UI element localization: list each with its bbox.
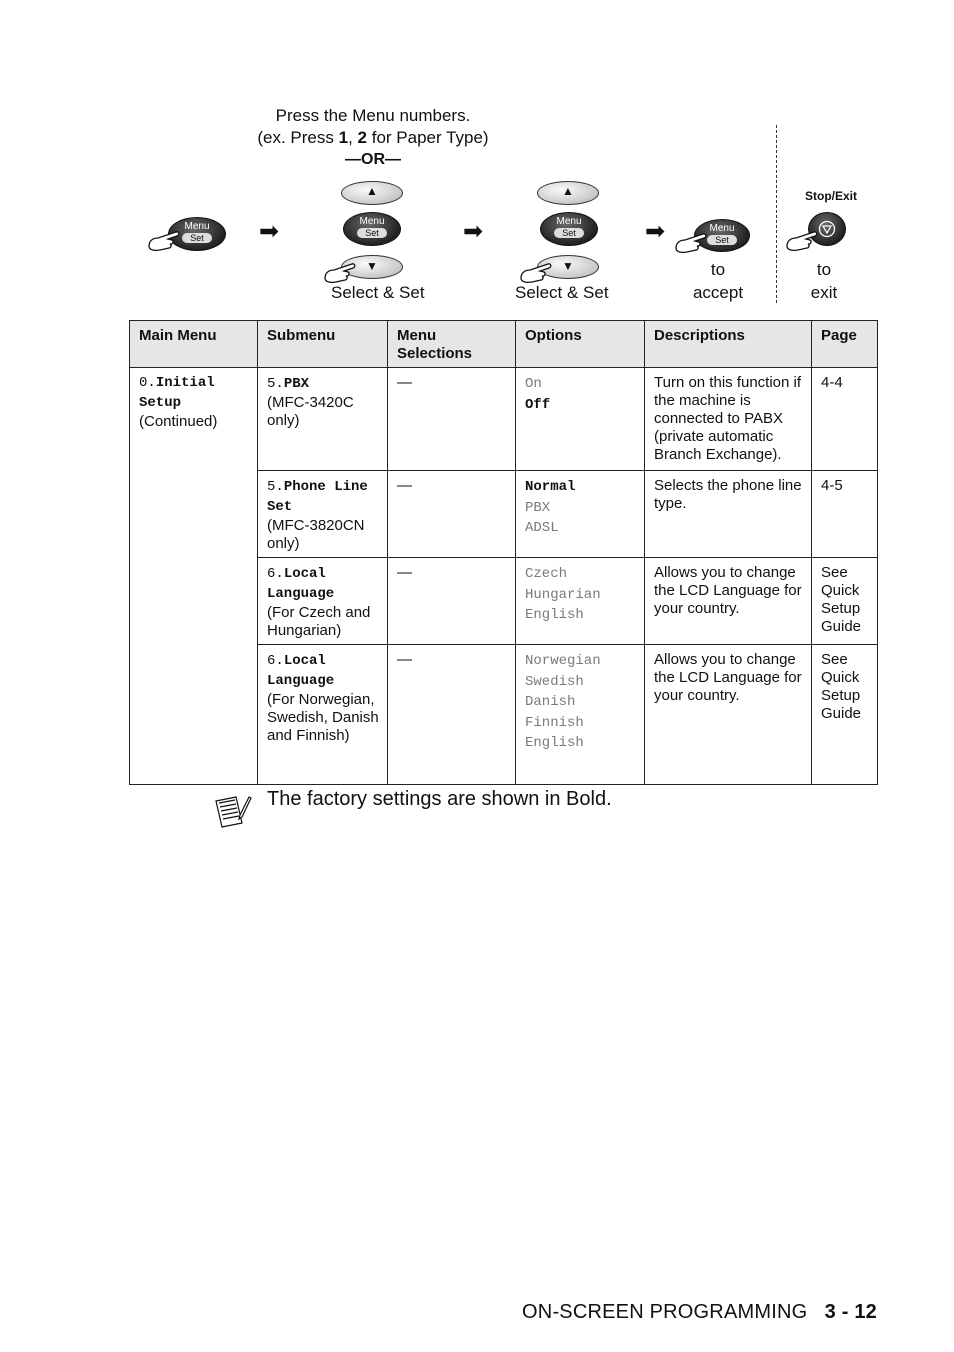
down-arrow-button-step2[interactable]: ▼ (341, 255, 403, 279)
note-pad-icon (212, 793, 252, 829)
header-descriptions: Descriptions (645, 321, 812, 368)
pressing-hand-icon (322, 258, 362, 286)
up-arrow-button-step2[interactable]: ▲ (341, 181, 403, 205)
submenu-cell: 5.Phone Line Set (MFC-3820CN only) (258, 471, 388, 558)
description-cell: Allows you to change the LCD Language for your country. (645, 645, 812, 785)
pressing-hand-icon (518, 258, 558, 286)
header-main-menu: Main Menu (130, 321, 258, 368)
submenu-cell: 6.Local Language (For Czech and Hungarian) (258, 558, 388, 645)
page-cell: See Quick Setup Guide (812, 558, 878, 645)
menu-set-button-step1[interactable]: Menu Set (168, 217, 226, 251)
note-text: The factory settings are shown in Bold. (267, 788, 612, 810)
options-cell: Norwegian Swedish Danish Finnish English (516, 645, 645, 785)
pressing-hand-icon (673, 228, 713, 256)
menu-set-button-step2[interactable]: Menu Set (343, 212, 401, 246)
page-cell: See Quick Setup Guide (812, 645, 878, 785)
footer-section-title: ON-SCREEN PROGRAMMING (522, 1301, 808, 1323)
description-cell: Allows you to change the LCD Language for your country. (645, 558, 812, 645)
options-cell: On Off (516, 368, 645, 471)
instruction-block (220, 105, 526, 171)
pressing-hand-icon (784, 226, 824, 254)
page-cell: 4-4 (812, 368, 878, 471)
down-arrow-button-step3[interactable]: ▼ (537, 255, 599, 279)
header-page: Page (812, 321, 878, 368)
menu-set-button-step3[interactable]: Menu Set (540, 212, 598, 246)
menu-table (129, 320, 878, 785)
selection-cell: — (388, 368, 516, 471)
pressing-hand-icon (146, 226, 186, 254)
options-cell: Normal PBX ADSL (516, 471, 645, 558)
menu-set-button-accept[interactable]: Menu Set (694, 219, 750, 252)
dashed-divider (776, 125, 777, 303)
selection-cell: — (388, 471, 516, 558)
next-arrow-icon-1: ➡ (259, 218, 280, 245)
selection-cell: — (388, 558, 516, 645)
instruction-line-1: Press the Menu numbers. (275, 106, 471, 125)
submenu-cell: 5.PBX (MFC-3420C only) (258, 368, 388, 471)
select-set-label-step2: Select & Set (331, 283, 425, 302)
selection-cell: — (388, 645, 516, 785)
description-cell: Turn on this function if the machine is connected to PABX (private automatic Branch Exchange). (645, 368, 812, 471)
header-options: Options (516, 321, 645, 368)
accept-label: to accept (692, 260, 744, 302)
page-cell: 4-5 (812, 471, 878, 558)
main-menu-cell: 0.Initial Setup (Continued) (130, 368, 258, 785)
table-row (130, 368, 878, 471)
instruction-line-2: (ex. Press 1, 2 for Paper Type) (257, 128, 489, 147)
header-submenu: Submenu (258, 321, 388, 368)
stop-exit-label: Stop/Exit (805, 189, 858, 203)
up-arrow-button-step3[interactable]: ▲ (537, 181, 599, 205)
description-cell: Selects the phone line type. (645, 471, 812, 558)
options-cell: Czech Hungarian English (516, 558, 645, 645)
table-header-row (130, 321, 878, 368)
submenu-cell: 6.Local Language (For Norwegian, Swedish, Danish and Finnish) (258, 645, 388, 785)
header-menu-selections: Menu Selections (388, 321, 516, 368)
next-arrow-icon-2: ➡ (463, 218, 484, 245)
or-separator: —OR— (345, 151, 401, 168)
page-footer (520, 1301, 877, 1324)
exit-label: to exit (810, 260, 838, 302)
select-set-label-step3: Select & Set (515, 283, 609, 302)
next-arrow-icon-3: ➡ (645, 218, 666, 245)
footer-page-number: 3 - 12 (824, 1301, 877, 1323)
